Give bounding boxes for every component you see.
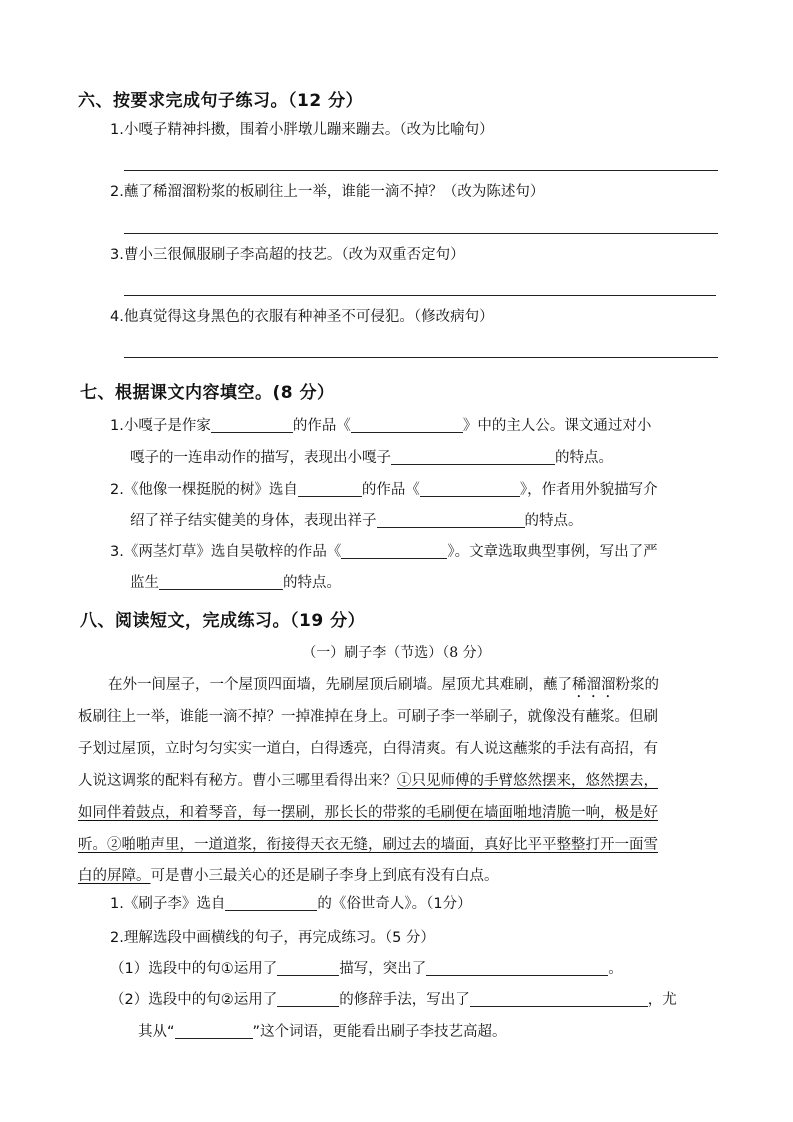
question-6-1: 1.小嘎子精神抖擞，围着小胖墩儿蹦来蹦去。（改为比喻句） xyxy=(110,122,494,138)
section-6-title: 六、按要求完成句子练习。（12 分） xyxy=(78,91,364,111)
text: 的作品《 xyxy=(292,418,351,434)
text: 2.《他像一棵挺脱的树》选自 xyxy=(110,482,298,498)
blank-work[interactable] xyxy=(420,481,520,497)
text: （2）选段中的句②运用了 xyxy=(110,992,278,1008)
question-7-3-line1 xyxy=(110,540,658,561)
question-8-1 xyxy=(110,892,472,913)
question-8-2-2-line2 xyxy=(138,1020,507,1041)
answer-line-6-2[interactable] xyxy=(124,233,718,234)
text: 监生 xyxy=(130,575,159,591)
blank-word[interactable] xyxy=(175,1023,253,1039)
text: 在外一间屋子，一个屋顶四面墙，先刷屋顶后刷墙。屋顶尤其难刷，蘸了 xyxy=(108,677,572,693)
answer-line-6-1[interactable] xyxy=(124,170,718,171)
underlined-sentence-1: ①只见师傅的手臂悠然摆来，悠然摆去， xyxy=(397,773,658,789)
text: 的作品《 xyxy=(361,482,420,498)
text: 粉浆的 xyxy=(615,677,659,693)
blank-trait[interactable] xyxy=(391,449,555,465)
text: 1.小嘎子是作家 xyxy=(110,418,211,434)
text: （1）选段中的句①运用了 xyxy=(110,961,278,977)
text: 其从“ xyxy=(138,1024,175,1040)
blank-highlight[interactable] xyxy=(426,960,608,976)
passage-line-2: 板刷往上一举，谁能一滴不掉？一掉准掉在身上。可刷子李一举刷子，就像没有蘸浆。但刷 xyxy=(78,709,658,725)
blank-work[interactable] xyxy=(351,417,463,433)
blank-trait[interactable] xyxy=(377,512,525,528)
text: 3.《两茎灯草》选自吴敬梓的作品《 xyxy=(110,544,342,560)
text: 》中的主人公。课文通过对小 xyxy=(462,418,652,434)
question-6-4: 4.他真觉得这身黑色的衣服有种神圣不可侵犯。（修改病句） xyxy=(110,309,494,325)
blank-description[interactable] xyxy=(470,991,648,1007)
passage-line-5: 如同伴着鼓点，和着琴音，每一摆刷，那长长的带浆的毛刷便在墙面啪地清脆一响，极是好 xyxy=(78,805,658,821)
text: ，尤 xyxy=(647,992,677,1008)
passage-line-6: 听。②啪啪声里，一道道浆，衔接得天衣无缝，刷过去的墙面，真好比平平整整打开一面雪 xyxy=(78,837,658,853)
blank-description-type[interactable] xyxy=(277,960,339,976)
text: 》。文章选取典型事例，写出了严 xyxy=(447,544,658,560)
blank-author[interactable] xyxy=(225,895,317,911)
blank-rhetoric[interactable] xyxy=(277,991,339,1007)
blank-trait[interactable] xyxy=(159,574,283,590)
text: 的修辞手法，写出了 xyxy=(339,992,470,1008)
question-8-2-1 xyxy=(110,957,623,978)
passage-line-3: 子划过屋顶，立时匀匀实实一道白，白得透亮，白得清爽。有人说这蘸浆的手法有高招，有 xyxy=(78,741,658,757)
blank-author[interactable] xyxy=(298,481,362,497)
text: ”这个词语，更能看出刷子李技艺高超。 xyxy=(252,1024,507,1040)
question-7-2-line1 xyxy=(110,478,658,499)
text: 。 xyxy=(608,961,623,977)
text: 1.《刷子李》选自 xyxy=(110,896,226,912)
text: 的特点。 xyxy=(283,575,341,591)
section-8-title: 八、阅读短文，完成练习。（19 分） xyxy=(80,611,366,631)
blank-author[interactable] xyxy=(211,417,293,433)
text: 的特点。 xyxy=(555,450,613,466)
passage-line-4 xyxy=(78,769,658,790)
question-8-2-2-line1 xyxy=(110,988,677,1009)
question-7-2-line2 xyxy=(130,509,583,530)
text: 嘎子的一连串动作的描写，表现出小嘎子 xyxy=(130,450,391,466)
text: 可是曹小三最关心的还是刷子李身上到底有没有白点。 xyxy=(150,868,499,884)
text: 的《俗世奇人》。（1分） xyxy=(317,896,472,912)
passage-line-7 xyxy=(78,864,499,885)
text: 绍了祥子结实健美的身体，表现出祥子 xyxy=(130,513,377,529)
text: 描写，突出了 xyxy=(339,961,427,977)
passage-subtitle: （一）刷子李（节选）（8 分） xyxy=(302,645,491,661)
answer-line-6-3[interactable] xyxy=(124,295,716,296)
section-7-title: 七、根据课文内容填空。(8 分） xyxy=(80,383,335,403)
blank-work[interactable] xyxy=(341,543,447,559)
question-6-3: 3.曹小三很佩服刷子李高超的技艺。（改为双重否定句） xyxy=(110,247,465,263)
question-8-2: 2.理解选段中画横线的句子，再完成练习。（5 分） xyxy=(110,930,435,946)
question-7-3-line2 xyxy=(130,571,341,592)
answer-line-6-4[interactable] xyxy=(124,357,718,358)
question-6-2: 2.蘸了稀溜溜粉浆的板刷往上一举，谁能一滴不掉？（改为陈述句） xyxy=(110,184,545,200)
passage-line-1 xyxy=(108,673,659,701)
text: 》，作者用外貌描写介 xyxy=(519,482,658,498)
text: 的特点。 xyxy=(524,513,583,529)
text: 人说这调浆的配料有秘方。曹小三哪里看得出来？ xyxy=(78,773,397,789)
dotted-word: 稀溜溜 xyxy=(572,677,616,693)
question-7-1-line2 xyxy=(130,446,613,467)
question-7-1-line1 xyxy=(110,414,651,435)
underlined-sentence-2-end: 白的屏障。 xyxy=(78,868,151,884)
